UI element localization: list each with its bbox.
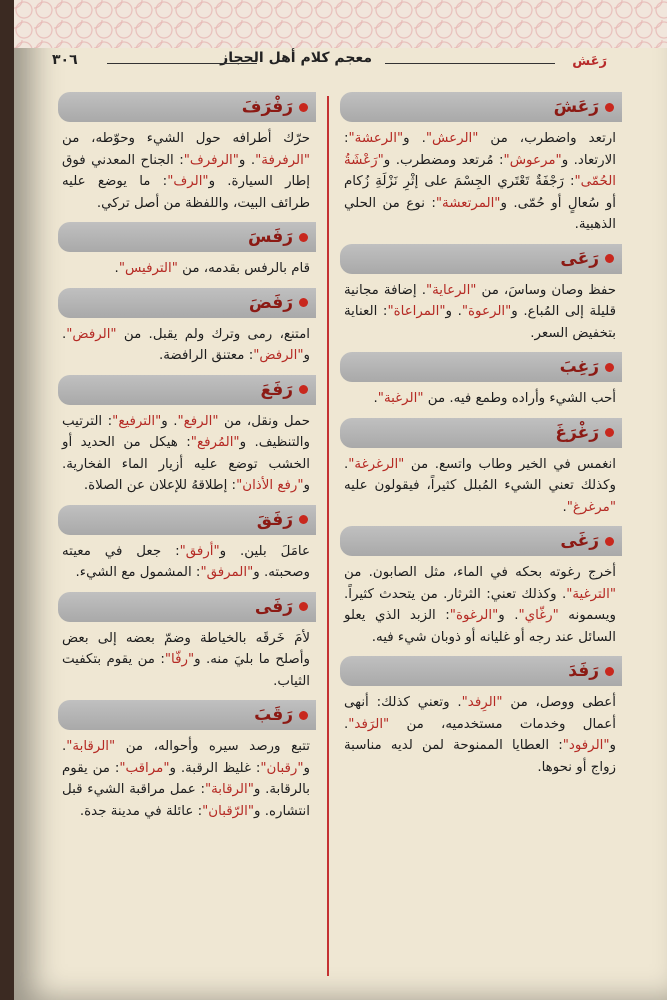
headword: رَغِبَ bbox=[559, 357, 599, 377]
definition-segment: أخرج رغوته بحكه في الماء، مثل الصابون. من bbox=[344, 565, 616, 580]
definition-segment: حفظ وصان وساسَ، من bbox=[476, 282, 616, 298]
quoted-term: "رَعْشَةُ الحُمّى" bbox=[344, 152, 616, 189]
bullet-icon bbox=[605, 667, 614, 676]
dictionary-entry bbox=[58, 92, 316, 216]
quoted-term: "الترفيع" bbox=[112, 413, 162, 429]
quoted-term: "الترغية" bbox=[566, 586, 616, 602]
definition-segment: : العناية بتخفيض السعر. bbox=[344, 304, 616, 341]
bullet-icon bbox=[299, 711, 308, 720]
quoted-term: "المُرفع" bbox=[190, 435, 240, 450]
headword-bar bbox=[340, 92, 622, 122]
definition-text bbox=[58, 405, 316, 499]
quoted-term: "الرعشة" bbox=[348, 131, 404, 146]
dictionary-entry bbox=[58, 505, 316, 586]
headword-bar bbox=[58, 288, 316, 318]
definition-segment: . و bbox=[62, 739, 310, 776]
definition-segment: : رَجْفَةٌ تَعْتَري الجِسْمَ على إثْرِ نَزْلَةِ زُكام أو سُعالٍ أو حُمّى. و bbox=[344, 174, 616, 211]
quoted-term: "الرّقبان" bbox=[202, 803, 255, 819]
bullet-icon bbox=[605, 428, 614, 437]
headword: رَفَدَ bbox=[568, 661, 599, 681]
quoted-term: "الرفود" bbox=[562, 738, 610, 753]
header-rule bbox=[107, 63, 257, 64]
definition-segment: . bbox=[114, 261, 119, 276]
definition-segment: : عمل مراقبة الشيء قبل انتشاره. و bbox=[62, 782, 310, 819]
definition-text bbox=[340, 448, 622, 521]
definition-segment: عامَلَ بلين. و bbox=[219, 543, 310, 559]
quoted-term: "الرفض" bbox=[66, 326, 117, 342]
definition-segment: . و bbox=[62, 326, 310, 363]
headword-bar bbox=[340, 352, 622, 382]
headword: رَفَضَ bbox=[248, 292, 293, 313]
bullet-icon bbox=[605, 363, 614, 372]
left-column bbox=[58, 92, 316, 830]
bullet-icon bbox=[299, 103, 308, 112]
quoted-term: "رغّاي" bbox=[518, 608, 559, 623]
dictionary-entry bbox=[58, 700, 316, 824]
definition-segment: . و bbox=[403, 131, 426, 146]
definition-segment: . وكذلك تعني: الثرثار. من يتحدث كثيراً. ويسمونه bbox=[344, 586, 617, 623]
headword-bar bbox=[58, 92, 316, 122]
definition-text bbox=[340, 686, 622, 780]
dictionary-entry bbox=[340, 526, 622, 650]
definition-segment: تتبع ورصد سيره وأحواله، من bbox=[115, 739, 310, 754]
dictionary-page bbox=[14, 0, 667, 1000]
definition-segment: : الجناح المعدني فوق إطار السيارة. و bbox=[62, 152, 310, 189]
definition-segment: لأمَ خَرقَه بالخياطة وضمّ بعضه إلى بعض وأصلح ما بليَ منه. و bbox=[62, 630, 310, 667]
quoted-term: "رفع الأذان" bbox=[236, 478, 304, 493]
quoted-term: "الرقابة" bbox=[66, 739, 116, 754]
definition-segment: . و bbox=[445, 304, 462, 319]
definition-segment: أعطى ووصل، من bbox=[502, 695, 616, 710]
dictionary-entry bbox=[58, 288, 316, 369]
headword: رَغَى bbox=[560, 531, 599, 551]
guide-word: رَعَش bbox=[572, 54, 607, 69]
definition-text bbox=[340, 382, 622, 412]
quoted-term: "الرغبة" bbox=[377, 391, 424, 406]
bullet-icon bbox=[299, 298, 308, 307]
dictionary-entry bbox=[58, 222, 316, 282]
definition-segment: : الارتعاد. و bbox=[344, 131, 616, 168]
quoted-term: "الرف" bbox=[167, 174, 209, 189]
bullet-icon bbox=[605, 103, 614, 112]
definition-segment: : من يقوم بتكفيت الثياب. bbox=[62, 652, 310, 689]
definition-text bbox=[58, 318, 316, 369]
definition-segment: امتنع، رمى وترك ولم يقبل. من bbox=[116, 326, 310, 342]
headword-bar bbox=[58, 222, 316, 252]
definition-text bbox=[340, 274, 622, 347]
definition-segment: : مُرتعد ومضطرب. و bbox=[383, 152, 504, 168]
definition-text bbox=[58, 730, 316, 824]
definition-segment: : عائلة في مدينة جدة. bbox=[79, 803, 203, 819]
quoted-term: "مراقب" bbox=[119, 760, 170, 776]
quoted-term: "الترفيس" bbox=[118, 261, 178, 276]
definition-text bbox=[58, 122, 316, 216]
dictionary-entry bbox=[340, 352, 622, 412]
book-title: معجم كلام أهل الحجاز bbox=[220, 50, 372, 66]
headword-bar bbox=[340, 244, 622, 274]
definition-segment: : العطايا الممنوحة لمن لديه مناسبة زواج أو نحوها. bbox=[344, 738, 616, 775]
headword: رَفَعَ bbox=[260, 379, 293, 400]
definition-segment: قام بالرفس بقدمه، من bbox=[177, 261, 310, 276]
definition-segment: . إضافة مجانية قليلة إلى المُباع. و bbox=[344, 282, 617, 319]
headword: رَعَى bbox=[560, 248, 599, 269]
quoted-term: "مرغرغ" bbox=[566, 499, 616, 515]
headword: رَفَى bbox=[254, 596, 293, 617]
bullet-icon bbox=[299, 233, 308, 242]
quoted-term: "رفّا" bbox=[164, 652, 195, 667]
definition-segment: . و bbox=[161, 413, 178, 429]
quoted-term: "الرفع" bbox=[177, 413, 219, 429]
quoted-term: "المرفق" bbox=[200, 565, 254, 580]
quoted-term: "الرعاية" bbox=[425, 282, 477, 298]
quoted-term: "الرِفد" bbox=[461, 695, 503, 710]
bullet-icon bbox=[299, 515, 308, 524]
definition-segment: : الزبد الذي يعلو السائل عند رجه أو غليانه أو ذوبان شيء فيه. bbox=[344, 608, 616, 645]
definition-segment: . وكذلك تعني الشيء المُبلل كثيراً، فيقولون عليه bbox=[344, 456, 616, 493]
definition-text bbox=[340, 556, 622, 650]
dictionary-entry bbox=[340, 244, 622, 347]
headword: رَفَقَ bbox=[256, 509, 293, 530]
definition-segment: : نوع من الحلي الذهبية. bbox=[344, 195, 616, 232]
quoted-term: "الرعوة" bbox=[461, 304, 512, 319]
headword-bar bbox=[58, 505, 316, 535]
quoted-term: "الرفرف" bbox=[183, 152, 239, 168]
bullet-icon bbox=[299, 385, 308, 394]
definition-segment: : إطلاقهُ للإعلان عن الصلاة. bbox=[83, 478, 237, 493]
definition-segment: أحب الشيء وأراده وطمع فيه. من bbox=[423, 391, 616, 406]
definition-segment: : هيكل من الحديد أو الخشب توضع عليه أزيار الماء الفخارية. و bbox=[62, 435, 310, 493]
bullet-icon bbox=[605, 254, 614, 263]
decorative-header-pattern bbox=[14, 0, 667, 48]
quoted-term: "المراعاة" bbox=[387, 304, 446, 319]
bullet-icon bbox=[605, 537, 614, 546]
definition-text bbox=[340, 122, 622, 238]
headword-bar bbox=[340, 418, 622, 448]
definition-text bbox=[58, 535, 316, 586]
page-number: ٣٠٦ bbox=[52, 52, 78, 68]
quoted-term: "الرغرغة" bbox=[348, 456, 405, 472]
headword: رَغْرَغَ bbox=[555, 422, 599, 443]
definition-text bbox=[58, 622, 316, 695]
definition-segment: حرّك أطرافه حول الشيء وحوّطه، من bbox=[62, 131, 310, 146]
dictionary-entry bbox=[58, 375, 316, 499]
definition-segment: انغمس في الخير وطاب واتسع. من bbox=[404, 456, 616, 472]
dictionary-entry bbox=[340, 656, 622, 780]
headword: رَعَشَ bbox=[553, 97, 599, 117]
definition-text bbox=[58, 252, 316, 282]
quoted-term: "الرغوة" bbox=[449, 608, 499, 623]
quoted-term: "مرعوش" bbox=[503, 152, 562, 168]
quoted-term: "الرقابة" bbox=[204, 782, 254, 797]
bullet-icon bbox=[299, 602, 308, 611]
definition-segment: . bbox=[562, 499, 567, 515]
dictionary-entry bbox=[340, 418, 622, 521]
definition-segment: : الترتيب والتنظيف. و bbox=[62, 413, 310, 450]
running-head bbox=[42, 50, 647, 72]
dictionary-entry bbox=[58, 592, 316, 695]
definition-segment: : ما يوضع عليه طرائف البيت، واللفظة من أصل تركي. bbox=[62, 174, 310, 211]
quoted-term: "الرَفد" bbox=[348, 716, 390, 732]
headword-bar bbox=[340, 526, 622, 556]
definition-segment: . و bbox=[344, 716, 616, 753]
quoted-term: "الرفض" bbox=[253, 348, 304, 363]
definition-segment: : من يقوم بالرقابة. و bbox=[62, 760, 310, 797]
headword-bar bbox=[58, 700, 316, 730]
header-rule bbox=[385, 63, 555, 64]
quoted-term: "الرفرفة" bbox=[255, 152, 310, 168]
dictionary-entry bbox=[340, 92, 622, 238]
definition-segment: حمل ونقل، من bbox=[218, 413, 310, 429]
headword: رَقَبَ bbox=[254, 705, 293, 725]
definition-segment: : جعل في معيته وصحبته. و bbox=[62, 543, 310, 580]
definition-segment: : غليظ الرقبة. و bbox=[169, 760, 261, 776]
definition-segment: : المشمول مع الشيء. bbox=[75, 565, 201, 580]
definition-segment: . bbox=[373, 391, 378, 406]
headword-bar bbox=[58, 592, 316, 622]
headword: رَفْرَفَ bbox=[241, 97, 293, 117]
column-divider bbox=[327, 96, 329, 976]
right-column bbox=[340, 92, 622, 786]
quoted-term: "رقبان" bbox=[260, 760, 304, 776]
headword-bar bbox=[340, 656, 622, 686]
definition-segment: ارتعد واضطرب، من bbox=[478, 131, 616, 146]
headword-bar bbox=[58, 375, 316, 405]
definition-segment: . وتعني كذلك: أنهى أعمال وخدمات مستخدميه، من bbox=[344, 695, 616, 732]
definition-segment: . و bbox=[238, 152, 256, 168]
quoted-term: "أرفق" bbox=[179, 543, 220, 559]
headword: رَفَسَ bbox=[248, 227, 293, 247]
quoted-term: "المرتعشة" bbox=[435, 195, 501, 211]
definition-segment: . و bbox=[498, 608, 519, 623]
definition-segment: : معتنق الرافضة. bbox=[158, 348, 254, 363]
quoted-term: "الرعش" bbox=[425, 131, 479, 146]
